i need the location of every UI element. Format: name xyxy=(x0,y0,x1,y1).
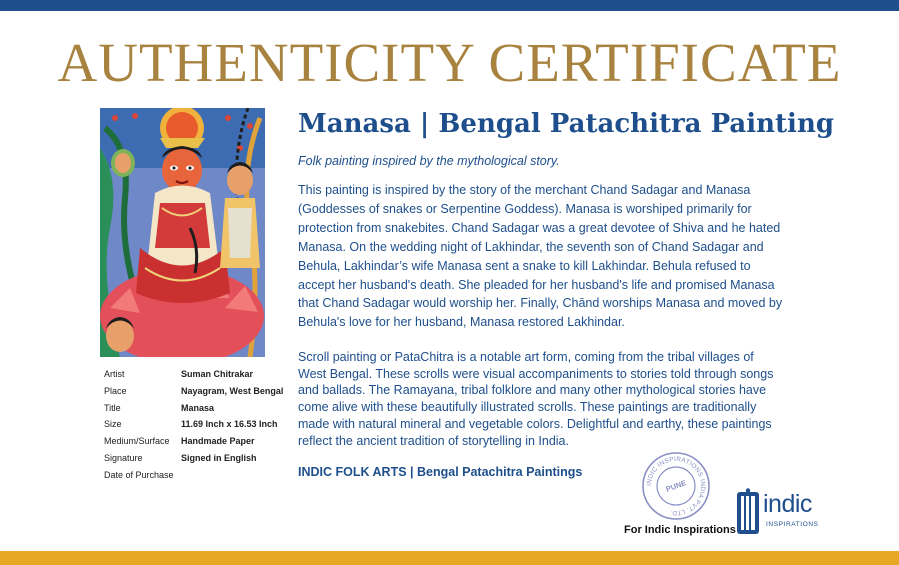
detail-row-artist xyxy=(104,369,304,386)
detail-value: Nayagram, West Bengal xyxy=(181,385,284,396)
detail-row-date-of-purchase xyxy=(104,470,304,487)
detail-label: Title xyxy=(104,402,121,413)
painting-image xyxy=(100,108,265,357)
detail-label: Medium/Surface xyxy=(104,436,170,447)
detail-label: Place xyxy=(104,385,127,396)
detail-label: Date of Purchase xyxy=(104,469,174,480)
detail-value: Suman Chitrakar xyxy=(181,369,254,379)
detail-label: Signature xyxy=(104,452,143,463)
top-border-bar xyxy=(0,0,899,11)
art-form-paragraph: Scroll painting or PataChitra is a notable art form, coming from the tribal villages of West Bengal. These scrolls were visual accompaniments to stories told through songs and ballads. The Ramayana, tribal folklore and many other mythological stories have come alive with these beautifully illustrated scrolls. These paintings are traditionally made with natural mineral and vegetable colors. Delightful and earthy, these paintings reflect the ancient tradition of storytelling in India. xyxy=(298,350,774,448)
painting-title: Manasa | Bengal Patachitra Painting xyxy=(298,109,835,139)
brand-line: INDIC FOLK ARTS | Bengal Patachitra Paintings xyxy=(298,465,583,479)
logo-subtext: INSPIRATIONS xyxy=(766,521,819,528)
detail-row-medium xyxy=(104,436,304,453)
story-paragraph: This painting is inspired by the story of the merchant Chand Sadagar and Manasa (Goddesses of snakes or Serpentine Goddess). Manasa is worshiped primarily for protection from snakebites. Chand Sadagar was a great devotee of Shiva and he hated Manasa. On the wedding night of Lakhindar, the seventh son of Chand Sadagar and Behula, Lakhindar’s wife Manasa sent a snake to kill Lakhindar. Behula refused to accept her husband's death. She pleaded for her husband's life and promised Manasa that Chand Sadagar would worship her. Finally, Chānd worships Manasa and moved by Behula's love for her husband, Manasa restored Lakhindar. xyxy=(298,183,783,330)
detail-value: Handmade Paper xyxy=(181,436,255,447)
stamp-center-text: PUNE xyxy=(664,478,688,494)
signatory-line: For Indic Inspirations xyxy=(624,524,736,536)
detail-value: Manasa xyxy=(181,402,215,413)
painting-subtitle: Folk painting inspired by the mythological story. xyxy=(298,154,560,168)
detail-label: Size xyxy=(104,419,122,430)
stamp-ring-text: INDIC INSPIRATIONS INDIA PVT. LTD. xyxy=(645,455,707,517)
company-stamp xyxy=(641,451,711,521)
certificate-heading: AUTHENTICITY CERTIFICATE xyxy=(57,32,842,93)
details-table xyxy=(104,369,304,487)
detail-label: Artist xyxy=(104,369,125,379)
detail-value: 11.69 Inch x 16.53 Inch xyxy=(181,419,278,430)
detail-value: Signed in English xyxy=(181,452,257,463)
detail-row-signature xyxy=(104,453,304,470)
detail-row-title xyxy=(104,403,304,420)
bottom-border-bar xyxy=(0,551,899,565)
detail-row-size xyxy=(104,419,304,436)
logo-wordmark: indic xyxy=(763,490,812,518)
detail-row-place xyxy=(104,386,304,403)
